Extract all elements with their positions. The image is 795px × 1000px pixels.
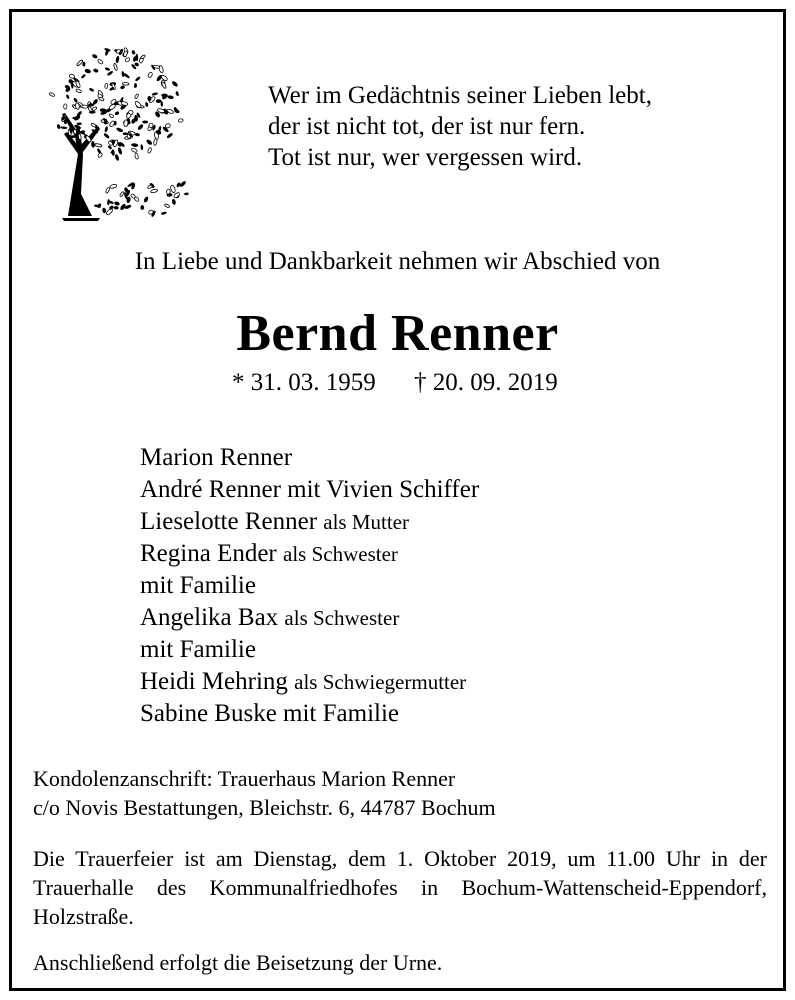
leaf-mark [115, 56, 119, 64]
leaf-mark [76, 88, 82, 93]
leaf-mark [69, 74, 75, 79]
leaf-mark [161, 211, 167, 215]
birth-date: * 31. 03. 1959 [232, 369, 376, 396]
leaf-mark [103, 132, 110, 139]
leaf-mark [125, 57, 131, 63]
leaf-mark [82, 62, 85, 67]
poem-line: der ist nicht tot, der ist nur fern. [268, 113, 586, 140]
leaf-mark [64, 104, 67, 109]
leaf-mark [81, 74, 86, 79]
leaf-mark [166, 189, 170, 194]
leaf-mark [114, 111, 119, 116]
leaf-mark [117, 147, 123, 155]
leaf-mark [134, 94, 139, 100]
funeral-service-info: Die Trauerfeier ist am Dienstag, dem 1. Oktober 2019, um 11.00 Uhr in der Trauerhalle des Kommunalfriedhofes in Bochum-Wattenscheid-Eppendorf, Holzstraße. [33, 846, 767, 929]
leaf-mark [93, 68, 99, 73]
leaf-mark [119, 191, 124, 197]
leaf-mark [151, 92, 158, 96]
mourner-row [140, 698, 479, 730]
mourner-name: mit Familie [140, 636, 256, 663]
mourner-name: mit Familie [140, 572, 256, 599]
leaf-mark [150, 189, 157, 193]
leaf-mark [116, 127, 124, 133]
mourner-row [140, 570, 479, 602]
leaf-mark [94, 143, 102, 147]
poem-line: Tot ist nur, wer vergessen wird. [268, 144, 583, 171]
leaf-mark [175, 91, 179, 97]
leaf-mark [131, 50, 136, 55]
leaf-mark [184, 192, 189, 195]
mourner-name: Angelika Bax [140, 604, 279, 631]
leaf-mark [104, 126, 108, 133]
leaf-mark [145, 139, 152, 146]
tree-trunk [62, 113, 100, 221]
leaf-mark [113, 63, 118, 71]
mourner-name: Regina Ender [140, 540, 277, 567]
leaf-mark [114, 201, 121, 206]
leaf-mark [122, 82, 129, 85]
condolence-line: c/o Novis Bestattungen, Bleichstr. 6, 44787 Bochum [33, 795, 496, 820]
leaf-mark [120, 85, 126, 90]
condolence-line: Kondolenzanschrift: Trauerhaus Marion Renner [33, 766, 456, 791]
leaf-mark [166, 132, 173, 139]
leaf-mark [73, 97, 79, 103]
mourners-list [140, 442, 479, 730]
leaf-mark [121, 71, 125, 77]
mourner-name: Heidi Mehring [140, 668, 288, 695]
leaf-mark [171, 199, 176, 206]
leaf-mark [140, 144, 143, 150]
leaf-mark [92, 106, 97, 111]
leaf-mark [123, 120, 128, 127]
leaf-mark [147, 72, 153, 78]
mourner-row [140, 634, 479, 666]
leaf-mark [91, 123, 97, 128]
mourner-row [140, 666, 479, 698]
mourner-relation: als Mutter [323, 510, 409, 534]
leaf-mark [109, 113, 114, 118]
mourner-row [140, 442, 479, 474]
leaf-mark [130, 193, 136, 199]
death-date: † 20. 09. 2019 [414, 369, 558, 396]
leaf-mark [123, 132, 128, 135]
mourner-row [140, 474, 479, 506]
mourner-relation: als Schwester [283, 542, 398, 566]
leaf-mark [105, 187, 110, 194]
leaf-mark [82, 105, 88, 109]
leaf-mark [114, 206, 119, 210]
mourner-row [140, 538, 479, 570]
leaf-mark [135, 76, 141, 82]
leaf-mark [171, 80, 179, 87]
leaf-mark [145, 102, 149, 107]
leaf-mark [140, 54, 145, 59]
leaf-mark [167, 95, 174, 100]
leaf-mark [164, 203, 170, 208]
leaf-mark [134, 100, 142, 108]
leaf-mark [108, 103, 116, 110]
leaf-mark [109, 184, 117, 189]
leaf-mark [147, 185, 152, 190]
leaf-mark [105, 208, 113, 216]
deceased-name: Bernd Renner [236, 305, 559, 362]
mourner-name: Lieselotte Renner [140, 508, 318, 535]
leaf-mark [178, 119, 183, 123]
leaf-mark [147, 147, 152, 153]
leaf-mark [123, 51, 128, 57]
leaf-mark [49, 92, 55, 97]
leaf-mark [131, 143, 138, 147]
leaf-mark [66, 94, 70, 99]
poem [268, 80, 652, 173]
mourner-name: André Renner mit Vivien Schiffer [140, 476, 480, 503]
mourner-name: Marion Renner [140, 444, 293, 471]
urn-burial-note: Anschließend erfolgt die Beisetzung der Urne. [33, 950, 443, 975]
leaf-mark [104, 67, 110, 72]
leaf-mark [84, 68, 91, 74]
leaf-mark [89, 87, 95, 92]
leaf-mark [114, 154, 119, 162]
leaf-mark [97, 59, 103, 65]
leaf-mark [170, 185, 176, 193]
leaf-mark [137, 123, 144, 130]
leaf-mark [131, 148, 138, 153]
mourner-row [140, 602, 479, 634]
condolence-address [33, 764, 496, 822]
leaf-mark [98, 97, 104, 102]
leaf-mark [60, 126, 67, 129]
leaf-mark [143, 196, 149, 203]
mourner-name: Sabine Buske mit Familie [140, 700, 400, 727]
leaf-mark [91, 53, 98, 59]
mourner-row [140, 506, 479, 538]
leaf-mark [142, 120, 148, 123]
leaf-mark [156, 99, 162, 103]
leaf-mark [134, 83, 137, 88]
leaf-mark [140, 205, 144, 210]
farewell-intro: In Liebe und Dankbarkeit nehmen wir Abschied von [134, 248, 661, 275]
leaf-mark [76, 59, 83, 66]
leaf-mark [106, 70, 113, 76]
mourner-relation: als Schwiegermutter [294, 670, 467, 694]
leaf-mark [102, 207, 107, 213]
tree-leaves [49, 47, 189, 217]
tree-illustration [34, 34, 194, 224]
poem-line: Wer im Gedächtnis seiner Lieben lebt, [268, 82, 652, 109]
leaf-mark [161, 82, 167, 89]
mourner-relation: als Schwester [284, 606, 400, 630]
leaf-mark [56, 124, 60, 130]
leaf-mark [77, 122, 82, 125]
leaf-mark [105, 83, 108, 88]
leaf-mark [134, 153, 138, 160]
